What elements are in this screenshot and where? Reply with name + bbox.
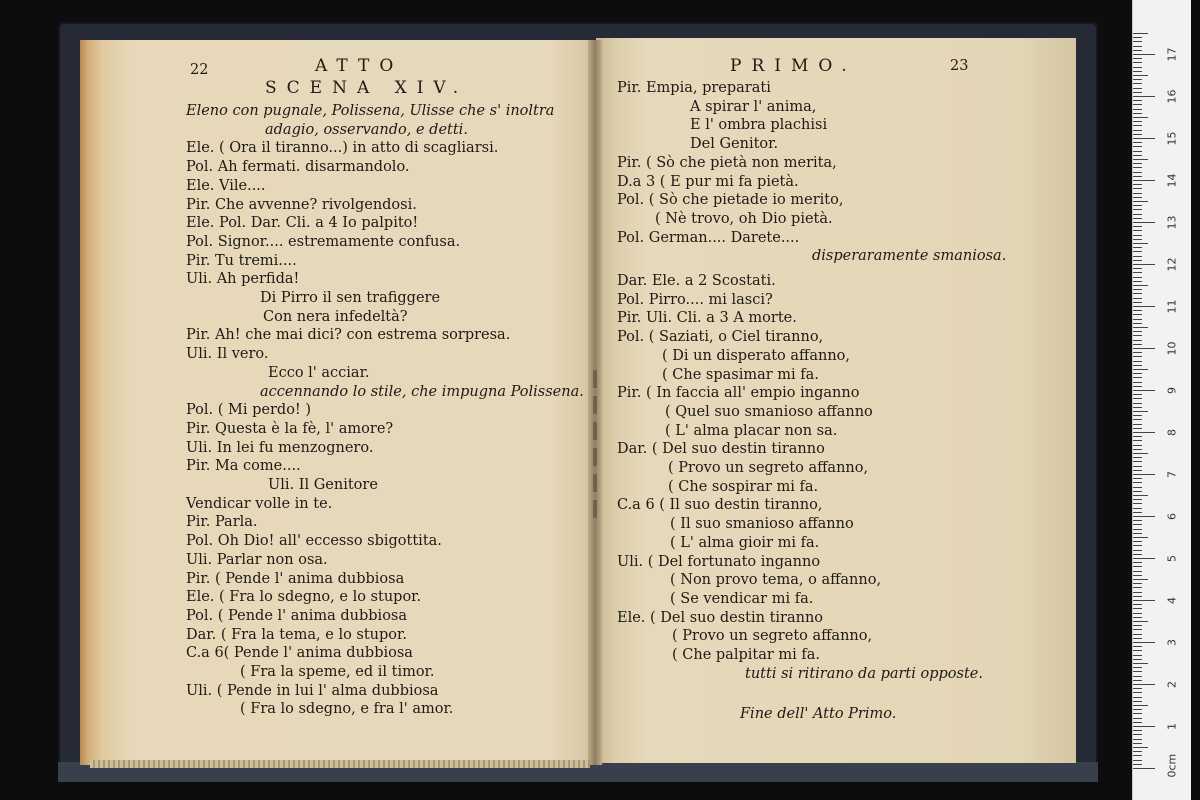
text-line: Dar. Ele. a 2 Scostati.: [617, 273, 776, 289]
ruler-tick: [1133, 88, 1142, 89]
ruler-tick: [1133, 457, 1142, 458]
ruler-tick: [1133, 386, 1142, 387]
ruler-tick: [1133, 474, 1155, 475]
running-header: PRIMO.: [730, 56, 857, 76]
text-line: ( Fra lo sdegno, e fra l' amor.: [240, 701, 454, 718]
ruler-tick: [1133, 146, 1142, 147]
ruler-number: 12: [1165, 257, 1179, 272]
text-line: Pol. German.... Darete....: [617, 229, 800, 246]
ruler-tick: [1133, 109, 1142, 110]
text-line: ( Il suo smanioso affanno: [670, 516, 854, 533]
text-line: ( Nè trovo, oh Dio pietà.: [655, 210, 833, 227]
ruler-tick: [1133, 130, 1142, 131]
ruler-tick: [1133, 579, 1148, 580]
ruler-tick: [1133, 533, 1142, 534]
text-line: Uli. ( Pende in lui l' alma dubbiosa: [186, 682, 439, 699]
ruler-tick: [1133, 604, 1142, 605]
text-line: A spirar l' anima,: [690, 98, 817, 115]
ruler-tick: [1133, 663, 1148, 664]
ruler-tick: [1133, 688, 1142, 689]
ruler-tick: [1133, 331, 1142, 332]
ruler-tick: [1133, 365, 1142, 366]
ruler-number: 8: [1165, 429, 1179, 436]
ruler-tick: [1133, 142, 1142, 143]
ruler-tick: [1133, 676, 1142, 677]
ruler-number: 11: [1165, 299, 1179, 314]
ruler-tick: [1133, 638, 1142, 639]
ruler-tick: [1133, 151, 1142, 152]
ruler-tick: [1133, 655, 1142, 656]
ruler-tick: [1133, 138, 1155, 139]
ruler-tick: [1133, 33, 1148, 34]
ruler-tick: [1133, 172, 1142, 173]
ruler-tick: [1133, 163, 1142, 164]
ruler-tick: [1133, 768, 1155, 769]
ruler-tick: [1133, 125, 1142, 126]
ruler-tick: [1133, 617, 1142, 618]
ruler-tick: [1133, 529, 1142, 530]
ruler-tick: [1133, 701, 1142, 702]
ruler-tick: [1133, 671, 1142, 672]
text-line: Con nera infedeltà?: [263, 308, 408, 325]
ruler-number: 13: [1165, 215, 1179, 230]
ruler-tick: [1133, 134, 1142, 135]
ruler-tick: [1133, 235, 1142, 236]
ruler-tick: [1133, 558, 1155, 559]
ruler-tick: [1133, 466, 1142, 467]
ruler-tick: [1133, 554, 1142, 555]
page-edges: [90, 760, 590, 768]
ruler-tick: [1133, 411, 1148, 412]
scene-heading: SCENA XIV.: [265, 78, 469, 98]
text-line: E l' ombra plachisi: [690, 117, 828, 134]
text-line: ( Provo un segreto affanno,: [672, 628, 873, 645]
text-line: Vendicar volle in te.: [186, 495, 333, 512]
ruler-tick: [1133, 176, 1142, 177]
text-line: ( Fra la speme, ed il timor.: [240, 664, 435, 680]
ruler-tick: [1133, 100, 1142, 101]
ruler-tick: [1133, 268, 1142, 269]
ruler-tick: [1133, 692, 1142, 693]
text-line: Uli. Il vero.: [186, 346, 269, 363]
ruler-tick: [1133, 327, 1148, 328]
ruler-tick: [1133, 734, 1142, 735]
ruler-tick: [1133, 222, 1155, 223]
text-line: ( Che sospirar mi fa.: [668, 478, 819, 495]
ruler-tick: [1133, 751, 1142, 752]
text-line: Ele. ( Ora il tiranno...) in atto di scagliarsi.: [186, 140, 499, 157]
text-line: Del Genitor.: [690, 136, 779, 153]
ruler-tick: [1133, 407, 1142, 408]
ruler-tick: [1133, 243, 1148, 244]
ruler-tick: [1133, 54, 1155, 55]
ruler-tick: [1133, 646, 1142, 647]
ruler-number: 3: [1165, 639, 1179, 646]
text-line: Pir. Questa è la fè, l' amore?: [186, 420, 394, 437]
text-line: ( Che palpitar mi fa.: [672, 647, 821, 663]
ruler-tick: [1133, 629, 1142, 630]
ruler-tick: [1133, 62, 1142, 63]
ruler-tick: [1133, 461, 1142, 462]
text-line: Dar. ( Del suo destin tiranno: [617, 441, 825, 458]
ruler-tick: [1133, 361, 1142, 362]
ruler-tick: [1133, 680, 1142, 681]
text-line: Ele. ( Fra lo sdegno, e lo stupor.: [186, 589, 422, 606]
text-line: Ele. ( Del suo destin tiranno: [617, 609, 824, 626]
ruler-tick: [1133, 650, 1142, 651]
text-line: Pir. Tu tremi....: [186, 252, 297, 269]
ruler-tick: [1133, 625, 1142, 626]
text-line: ( Quel suo smanioso affanno: [665, 403, 873, 420]
ruler-tick: [1133, 96, 1155, 97]
text-line: C.a 6( Pende l' anima dubbiosa: [186, 645, 413, 662]
ruler-number: 4: [1165, 597, 1179, 604]
ruler-tick: [1133, 193, 1142, 194]
ruler-tick: [1133, 739, 1142, 740]
ruler-tick: [1133, 285, 1148, 286]
ruler-tick: [1133, 184, 1142, 185]
ruler-number: 7: [1165, 471, 1179, 478]
ruler-tick: [1133, 545, 1142, 546]
text-line: ( Provo un segreto affanno,: [668, 460, 869, 476]
ruler-tick: [1133, 251, 1142, 252]
text-line: Pol. ( Pende l' anima dubbiosa: [186, 607, 408, 624]
page-number: 23: [950, 58, 969, 74]
ruler-tick: [1133, 302, 1142, 303]
text-line: ( Non provo tema, o affanno,: [670, 572, 882, 589]
ruler-tick: [1133, 197, 1142, 198]
ruler-number: 16: [1165, 89, 1179, 104]
ruler-tick: [1133, 117, 1148, 118]
text-line: Uli. In lei fu menzognero.: [186, 439, 374, 456]
ruler-tick: [1133, 755, 1142, 756]
ruler-tick: [1133, 159, 1148, 160]
ruler-tick: [1133, 487, 1142, 488]
ruler-tick: [1133, 377, 1142, 378]
ruler-tick: [1133, 419, 1142, 420]
ruler-tick: [1133, 440, 1142, 441]
ruler-tick: [1133, 520, 1142, 521]
text-line: Pol. ( Mi perdo! ): [186, 402, 312, 419]
ruler-tick: [1133, 571, 1142, 572]
ruler-tick: [1133, 495, 1148, 496]
ruler-tick: [1133, 348, 1155, 349]
ruler-tick: [1133, 289, 1142, 290]
text-line: Uli. Ah perfida!: [186, 271, 300, 288]
ruler-tick: [1133, 335, 1142, 336]
ruler-tick: [1133, 369, 1148, 370]
ruler-tick: [1133, 713, 1142, 714]
ruler-tick: [1133, 230, 1142, 231]
ruler-tick: [1133, 524, 1142, 525]
text-line: C.a 6 ( Il suo destin tiranno,: [617, 497, 823, 514]
ruler-tick: [1133, 79, 1142, 80]
text-line: Ecco l' acciar.: [268, 364, 370, 381]
text-line: Pir. Ma come....: [186, 458, 301, 475]
text-line: ( Se vendicar mi fa.: [670, 590, 814, 607]
text-line: Fine dell' Atto Primo.: [740, 706, 897, 723]
ruler-tick: [1133, 743, 1142, 744]
ruler-tick: [1133, 470, 1142, 471]
text-line: Ele. Vile....: [186, 177, 266, 194]
ruler-tick: [1133, 260, 1142, 261]
ruler-tick: [1133, 415, 1142, 416]
ruler-tick: [1133, 642, 1155, 643]
ruler-tick: [1133, 621, 1148, 622]
ruler-tick: [1133, 718, 1142, 719]
ruler-number: 6: [1165, 513, 1179, 520]
text-line: accennando lo stile, che impugna Polissena.: [260, 383, 584, 400]
text-line: Pir. Ah! che mai dici? con estrema sorpresa.: [186, 327, 511, 344]
ruler-tick: [1133, 398, 1142, 399]
text-line: ( L' alma gioir mi fa.: [670, 534, 820, 551]
ruler-tick: [1133, 634, 1142, 635]
ruler-tick: [1133, 188, 1142, 189]
ruler-tick: [1133, 113, 1142, 114]
text-line: Pol. Signor.... estremamente confusa.: [186, 233, 461, 250]
ruler-tick: [1133, 75, 1148, 76]
ruler-tick: [1133, 323, 1142, 324]
ruler-tick: [1133, 71, 1142, 72]
ruler-tick: [1133, 272, 1142, 273]
ruler-tick: [1133, 403, 1142, 404]
ruler-tick: [1133, 575, 1142, 576]
text-line: ( L' alma placar non sa.: [665, 422, 838, 439]
ruler-tick: [1133, 247, 1142, 248]
text-line: Pol. Pirro.... mi lasci?: [617, 291, 773, 308]
ruler-tick: [1133, 667, 1142, 668]
ruler-tick: [1133, 764, 1142, 765]
ruler-tick: [1133, 121, 1142, 122]
ruler-number: 1: [1165, 723, 1179, 730]
ruler-tick: [1133, 314, 1142, 315]
ruler-number: 5: [1165, 555, 1179, 562]
text-line: Pir. ( In faccia all' empio inganno: [617, 385, 860, 402]
measuring-ruler: [1132, 0, 1191, 800]
ruler-number: 17: [1165, 47, 1179, 62]
ruler-tick: [1133, 306, 1155, 307]
text-line: Pir. Che avvenne? rivolgendosi.: [186, 196, 417, 213]
text-line: adagio, osservando, e detti.: [265, 121, 468, 138]
text-line: ( Che spasimar mi fa.: [662, 366, 819, 383]
text-line: Uli. ( Del fortunato inganno: [617, 553, 821, 570]
ruler-tick: [1133, 201, 1148, 202]
ruler-tick: [1133, 214, 1142, 215]
ruler-tick: [1133, 167, 1142, 168]
ruler-tick: [1133, 46, 1142, 47]
running-header: ATTO: [315, 56, 404, 76]
ruler-tick: [1133, 583, 1142, 584]
ruler-tick: [1133, 209, 1142, 210]
ruler-tick: [1133, 600, 1155, 601]
ruler-number: 9: [1165, 387, 1179, 394]
ruler-tick: [1133, 659, 1142, 660]
ruler-tick: [1133, 424, 1142, 425]
ruler-number: 15: [1165, 131, 1179, 146]
ruler-tick: [1133, 293, 1142, 294]
text-line: Pir. Empia, preparati: [617, 80, 771, 96]
ruler-tick: [1133, 503, 1142, 504]
text-line: Pir. ( Pende l' anima dubbiosa: [186, 570, 405, 587]
text-line: Pol. ( Saziati, o Ciel tiranno,: [617, 329, 824, 346]
ruler-tick: [1133, 747, 1148, 748]
ruler-tick: [1133, 310, 1142, 311]
ruler-tick: [1133, 58, 1142, 59]
text-line: Eleno con pugnale, Polissena, Ulisse che s' inoltra: [186, 103, 555, 119]
ruler-tick: [1133, 41, 1142, 42]
ruler-tick: [1133, 264, 1155, 265]
page-number: 22: [190, 62, 209, 78]
ruler-tick: [1133, 587, 1142, 588]
ruler-tick: [1133, 428, 1142, 429]
ruler-tick: [1133, 684, 1155, 685]
ruler-tick: [1133, 104, 1142, 105]
text-line: Pol. ( Sò che pietade io merito,: [617, 192, 844, 209]
ruler-tick: [1133, 155, 1142, 156]
ruler-tick: [1133, 218, 1142, 219]
ruler-tick: [1133, 592, 1142, 593]
text-line: Pol. Ah fermati. disarmandolo.: [186, 159, 410, 176]
text-line: Di Pirro il sen trafiggere: [260, 290, 441, 306]
ruler-tick: [1133, 537, 1148, 538]
ruler-tick: [1133, 180, 1155, 181]
ruler-tick: [1133, 298, 1142, 299]
text-line: Pir. Parla.: [186, 514, 258, 531]
text-line: Pir. Uli. Cli. a 3 A morte.: [617, 310, 797, 327]
ruler-tick: [1133, 705, 1148, 706]
ruler-tick: [1133, 550, 1142, 551]
ruler-tick: [1133, 499, 1142, 500]
ruler-tick: [1133, 344, 1142, 345]
ruler-tick: [1133, 382, 1142, 383]
ruler-tick: [1133, 394, 1142, 395]
ruler-tick: [1133, 277, 1142, 278]
ruler-tick: [1133, 436, 1142, 437]
ruler-tick: [1133, 726, 1155, 727]
ruler-tick: [1133, 566, 1142, 567]
ruler-tick: [1133, 445, 1142, 446]
ruler-tick: [1133, 512, 1142, 513]
ruler-tick: [1133, 760, 1142, 761]
ruler-tick: [1133, 730, 1142, 731]
ruler-tick: [1133, 562, 1142, 563]
text-line: D.a 3 ( E pur mi fa pietà.: [617, 173, 799, 190]
text-line: Dar. ( Fra la tema, e lo stupor.: [186, 626, 407, 643]
text-line: Pol. Oh Dio! all' eccesso sbigottita.: [186, 533, 442, 550]
ruler-tick: [1133, 256, 1142, 257]
ruler-tick: [1133, 356, 1142, 357]
text-line: Uli. Il Genitore: [268, 477, 378, 493]
ruler-tick: [1133, 516, 1155, 517]
text-line: Uli. Parlar non osa.: [186, 551, 328, 568]
ruler-tick: [1133, 596, 1142, 597]
text-line: Ele. Pol. Dar. Cli. a 4 Io palpito!: [186, 215, 419, 232]
ruler-tick: [1133, 478, 1142, 479]
ruler-tick: [1133, 281, 1142, 282]
ruler-tick: [1133, 508, 1142, 509]
ruler-number: 10: [1165, 341, 1179, 356]
ruler-tick: [1133, 205, 1142, 206]
ruler-tick: [1133, 226, 1142, 227]
ruler-tick: [1133, 319, 1142, 320]
ruler-tick: [1133, 697, 1142, 698]
ruler-tick: [1133, 340, 1142, 341]
ruler-tick: [1133, 352, 1142, 353]
ruler-tick: [1133, 722, 1142, 723]
ruler-tick: [1133, 449, 1142, 450]
ruler-number: 14: [1165, 173, 1179, 188]
ruler-tick: [1133, 482, 1142, 483]
ruler-tick: [1133, 390, 1155, 391]
ruler-tick: [1133, 608, 1142, 609]
ruler-tick: [1133, 432, 1155, 433]
ruler-tick: [1133, 50, 1142, 51]
binding-thread: [593, 370, 597, 520]
ruler-tick: [1133, 453, 1148, 454]
ruler-number: 2: [1165, 681, 1179, 688]
text-line: disperaramente smaniosa.: [812, 248, 1007, 265]
ruler-tick: [1133, 67, 1142, 68]
ruler-tick: [1133, 541, 1142, 542]
ruler-tick: [1133, 92, 1142, 93]
ruler-tick: [1133, 83, 1142, 84]
ruler-tick: [1133, 37, 1142, 38]
text-line: Pir. ( Sò che pietà non merita,: [617, 154, 837, 171]
ruler-tick: [1133, 709, 1142, 710]
text-line: tutti si ritirano da parti opposte.: [745, 665, 983, 682]
ruler-tick: [1133, 613, 1142, 614]
text-line: ( Di un disperato affanno,: [662, 347, 850, 364]
ruler-tick: [1133, 239, 1142, 240]
ruler-tick: [1133, 491, 1142, 492]
ruler-tick: [1133, 373, 1142, 374]
ruler-number: 0cm: [1165, 753, 1179, 778]
